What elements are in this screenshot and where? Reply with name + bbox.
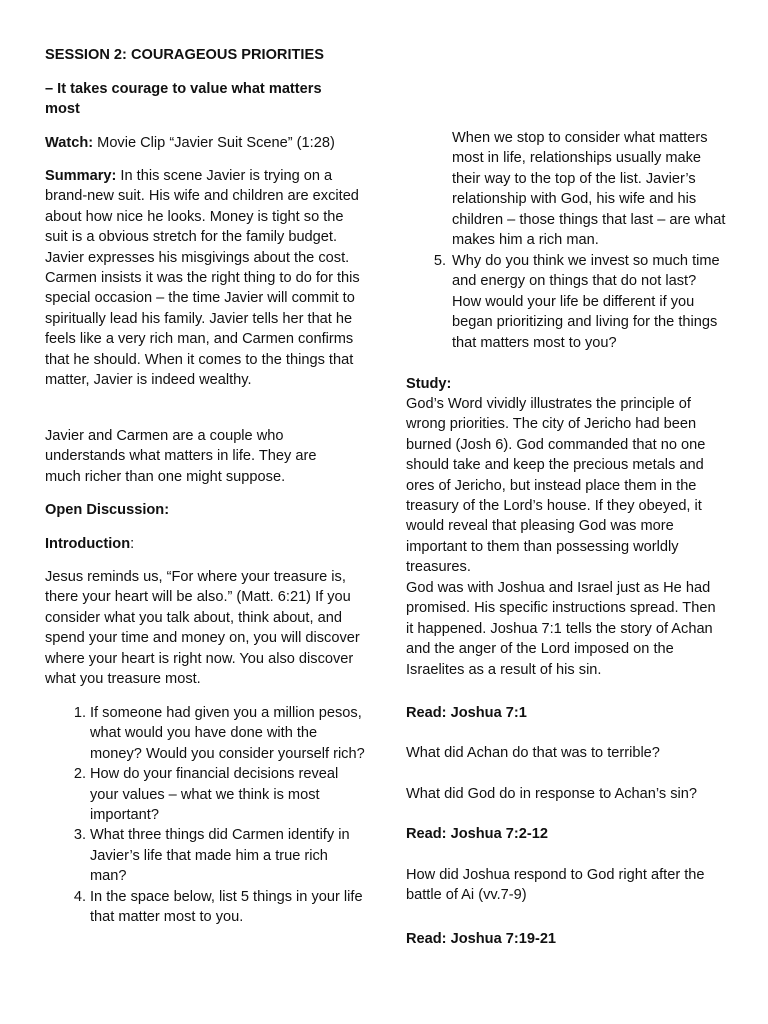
list-number: 1. [73, 705, 86, 721]
watch-label: Watch: [45, 135, 94, 151]
couple-paragraph: Javier and Carmen are a couple who understands what matters in life. They are much richer than one might suppose. [45, 428, 317, 485]
introduction-paragraph: Jesus reminds us, “For where your treasure is, there your heart will be also.” (Matt. 6:21) If you consider what you talk about, think about, and spend your time and money on, you will discover where your heart is right now. You also discover what you treasure most. [45, 569, 360, 688]
list-number: 4. [73, 888, 86, 905]
watch-line [45, 133, 367, 153]
session-title: SESSION 2: COURAGEOUS PRIORITIES [45, 47, 324, 63]
question-god-response: What did God do in response to Achan’s sin? [406, 786, 697, 802]
session-subtitle: – It takes courage to value what matters most [45, 81, 322, 118]
list-text: In the space below, list 5 things in your life that matter most to you. [90, 888, 363, 926]
study-paragraph-1: God’s Word vividly illustrates the principle of wrong priorities. The city of Jericho had been burned (Josh 6). God commanded that no one should take and keep the precious metals and ores of Jericho, but instead place them in the treasury of the Lord’s house. If they obeyed, it would reveal that pleasing God was more important to them than possessing worldly treasures. [406, 396, 706, 576]
list-number: 2. [73, 766, 86, 783]
summary-paragraph [45, 166, 367, 390]
read-joshua-7-19-21: Read: Joshua 7:19-21 [406, 931, 557, 947]
list-text: What three things did Carmen identify in Javier’s life that made him a true rich man? [90, 827, 350, 885]
list-number: 3. [73, 827, 86, 844]
summary-label: Summary: [45, 168, 117, 184]
introduction-heading [45, 534, 134, 554]
question-joshua-respond: How did Joshua respond to God right after the battle of Ai (vv.7-9) [406, 867, 705, 904]
watch-text: Movie Clip “Javier Suit Scene” (1:28) [93, 135, 335, 151]
read-joshua-7-2-12: Read: Joshua 7:2-12 [406, 826, 548, 842]
relationships-paragraph: When we stop to consider what matters most in life, relationships usually make their way to the top of the list. Javier’s relationship with God, his wife and his children – those things that last – are what makes him a rich man. [452, 130, 726, 249]
summary-text: In this scene Javier is trying on a brand-new suit. His wife and children are excited about how nice he looks. Money is tight so the suit is a obvious stretch for the family budget. Javier expresses his misgivings about the cost. Carmen insists it was the right thing to do for this special occasion – the time Javier will commit to spiritually lead his family. Javier tells her that he feels like a very rich man, and Carmen confirms that he should. When it comes to the things that matter, Javier is indeed wealthy. [45, 168, 360, 389]
study-heading: Study: [406, 376, 452, 392]
list-text: How do your financial decisions reveal your values – what we think is most important? [90, 766, 339, 824]
question-5 [433, 251, 722, 353]
open-discussion-heading: Open Discussion: [45, 502, 170, 518]
introduction-colon: : [130, 536, 135, 552]
list-item [73, 764, 365, 825]
question-list [73, 703, 365, 927]
list-item [73, 825, 365, 886]
question-5-followup: How would your life be different if you began prioritizing and living for the things that matters most to you? [452, 293, 718, 351]
study-paragraph-2: God was with Joshua and Israel just as He had promised. His specific instructions spread. Then it happened. Joshua 7:1 tells the story of Achan and the anger of the Lord imposed on the Israelites as a result of his sin. [406, 580, 716, 678]
introduction-label: Introduction [45, 536, 131, 552]
read-joshua-7-1: Read: Joshua 7:1 [406, 705, 527, 721]
question-achan: What did Achan do that was to terrible? [406, 745, 660, 761]
question-5-text: Why do you think we invest so much time and energy on things that do not last? [452, 253, 720, 290]
list-text: If someone had given you a million pesos, what would you have done with the money? Would you consider yourself rich? [90, 705, 365, 762]
list-number: 5. [433, 253, 446, 269]
list-item [73, 887, 365, 928]
list-item [73, 703, 365, 764]
